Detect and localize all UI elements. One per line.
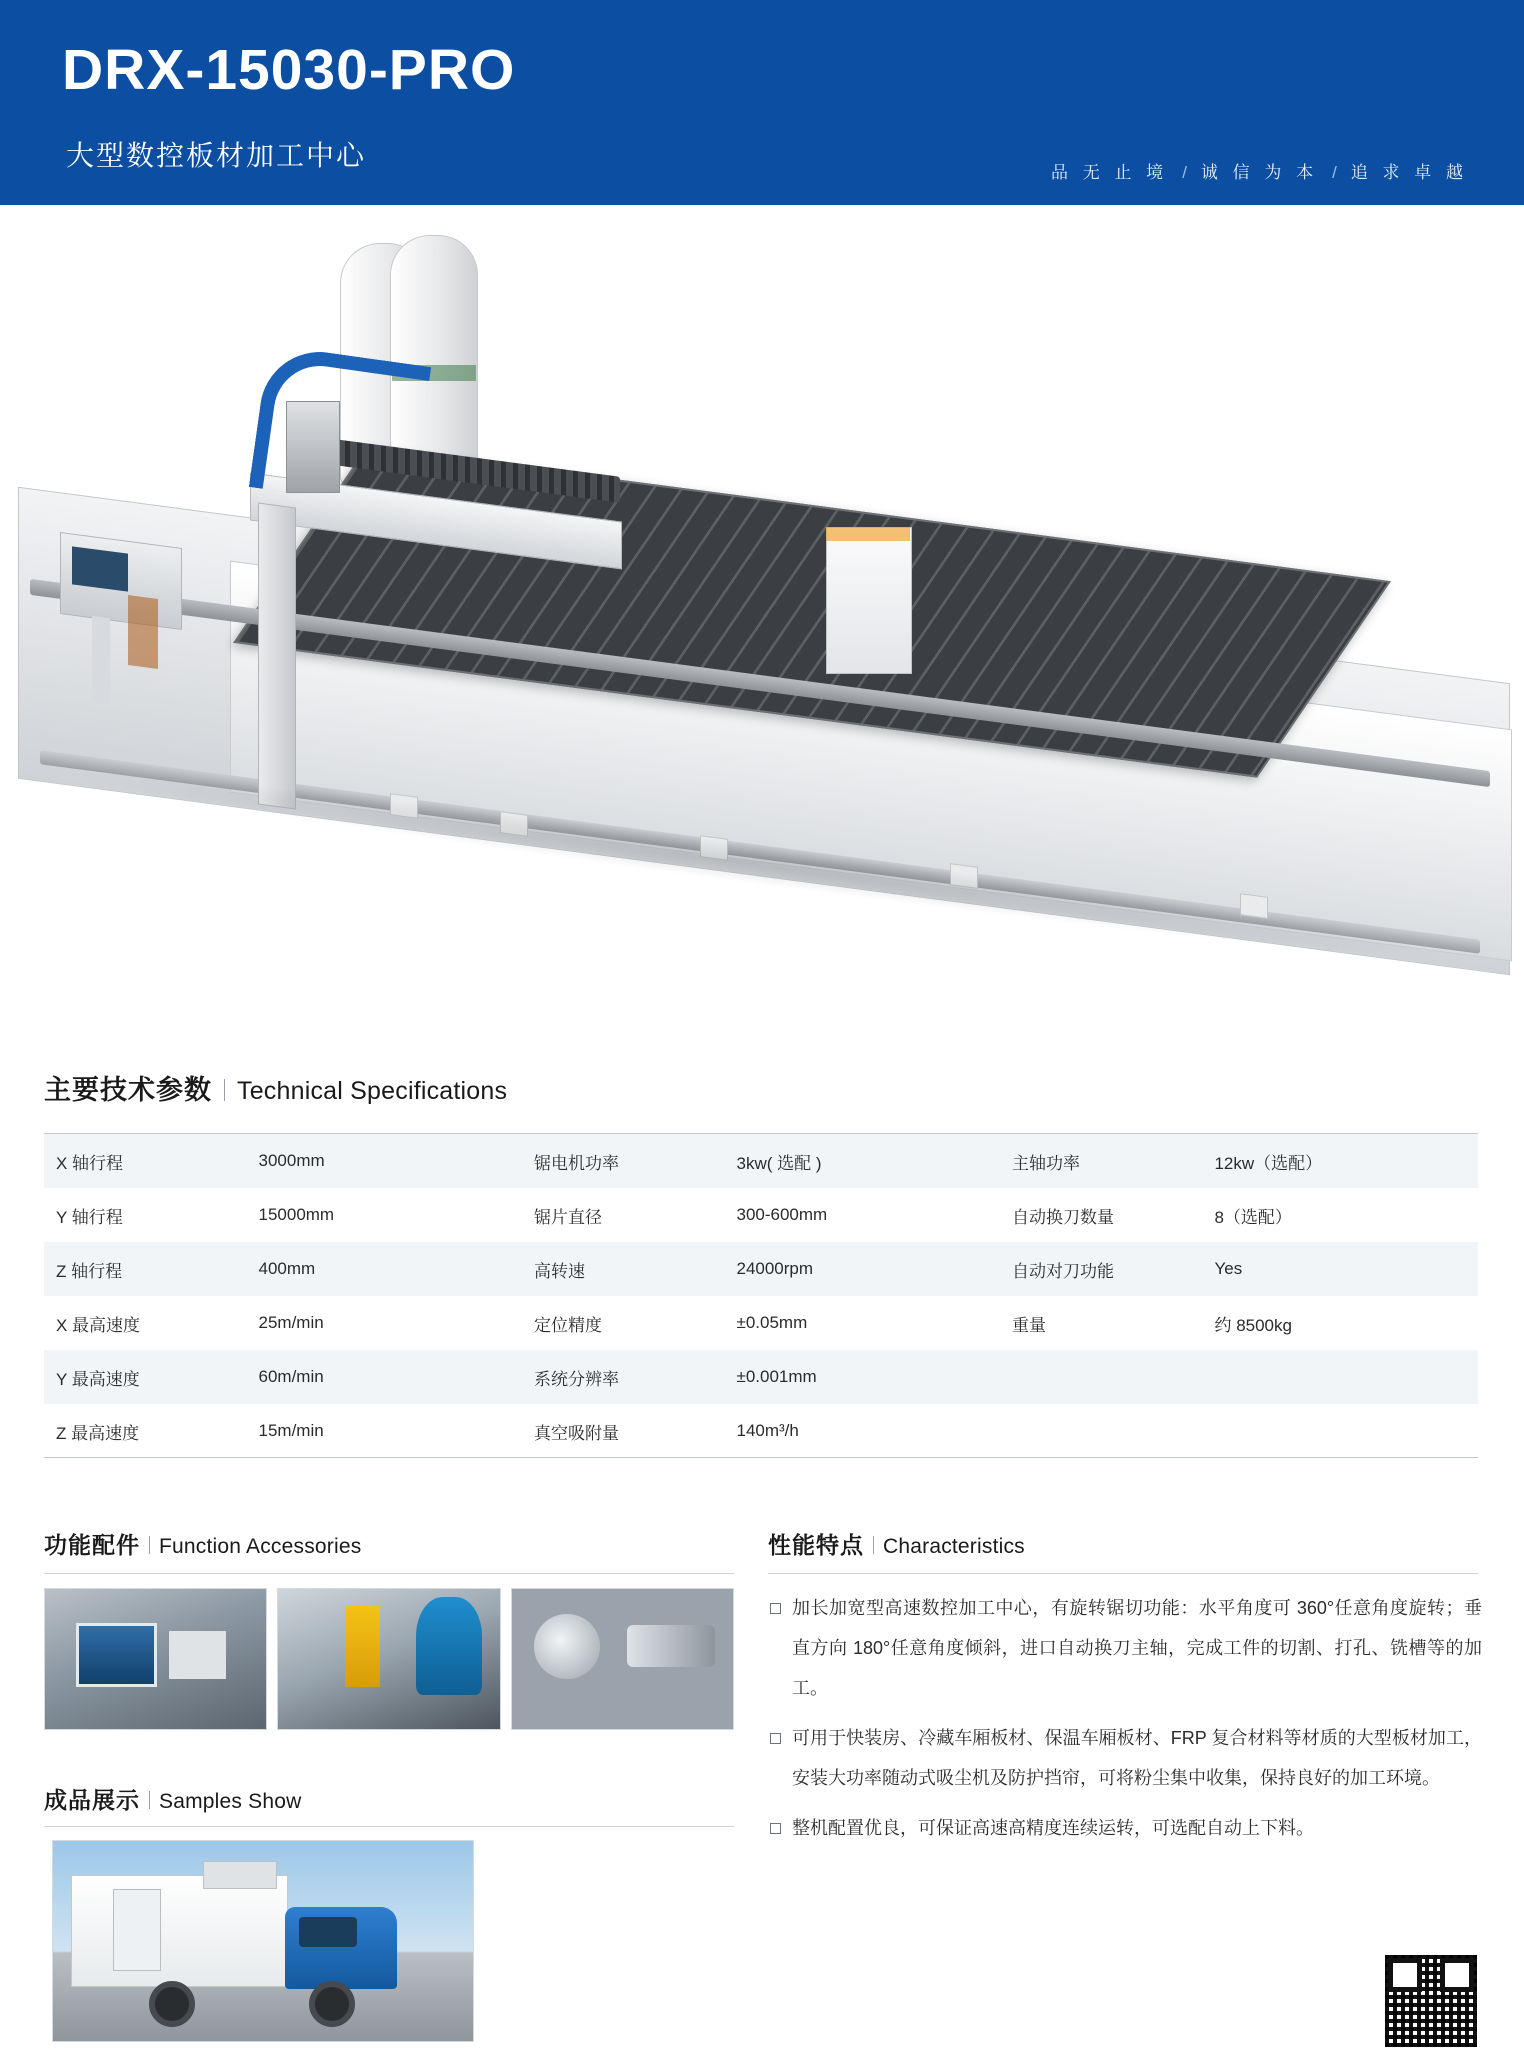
- truck-box-door: [113, 1889, 161, 1971]
- page-header: [0, 0, 1524, 205]
- accessories-heading-en: Function Accessories: [159, 1535, 362, 1558]
- specs-table-bottom-rule: [44, 1457, 1478, 1458]
- characteristics-heading-cn: 性能特点: [768, 1532, 864, 1558]
- samples-heading: [44, 1782, 301, 1815]
- electrical-cabinet: [826, 527, 912, 674]
- list-item-text: 整机配置优良，可保证高速高精度连续运转，可选配自动上下料。: [792, 1818, 1314, 1838]
- truck-window: [299, 1917, 357, 1947]
- truck-cargo-box: [71, 1875, 288, 1987]
- tool-changer-photo: [511, 1588, 734, 1730]
- accessories-heading-cn: 功能配件: [44, 1532, 140, 1558]
- samples-rule: [44, 1826, 734, 1827]
- company-slogan: [1051, 158, 1468, 183]
- spec-key: X 轴行程: [56, 1153, 124, 1173]
- suction-hose: [249, 344, 431, 509]
- list-item: [768, 1588, 1482, 1708]
- spec-value: 400mm: [258, 1259, 316, 1278]
- specs-heading: [44, 1068, 507, 1107]
- characteristics-list: [768, 1588, 1482, 1858]
- list-item: [768, 1718, 1482, 1798]
- spec-value: 300-600mm: [736, 1205, 828, 1224]
- slogan-part-1: 品 无 止 境: [1051, 163, 1169, 182]
- spec-value: 约 8500kg: [1214, 1315, 1292, 1335]
- spec-key: 真空吸附量: [533, 1423, 619, 1443]
- spec-key: Z 轴行程: [56, 1261, 123, 1281]
- spec-key: Y 最高速度: [56, 1369, 140, 1389]
- spec-value: ±0.001mm: [736, 1367, 817, 1386]
- spec-key: 自动对刀功能: [1011, 1261, 1114, 1281]
- truck-wheel: [149, 1981, 195, 2027]
- spindle-head: [286, 401, 340, 493]
- accessories-rule: [44, 1573, 734, 1574]
- spec-key: 重量: [1011, 1315, 1046, 1335]
- slogan-separator-1: /: [1182, 163, 1187, 182]
- console-stand: [92, 616, 110, 704]
- table-row: [44, 1188, 1478, 1242]
- spec-key: 系统分辨率: [533, 1369, 619, 1389]
- spec-value: 25m/min: [258, 1313, 324, 1332]
- table-row: [44, 1242, 1478, 1296]
- spec-key: 自动换刀数量: [1011, 1207, 1114, 1227]
- specs-table: [44, 1134, 1478, 1458]
- gantry-column: [258, 502, 296, 809]
- table-row: [44, 1404, 1478, 1458]
- bullet-square-icon: [770, 1823, 781, 1834]
- list-item: [768, 1808, 1482, 1848]
- spec-key-empty: [1000, 1404, 1203, 1458]
- specs-heading-en: Technical Specifications: [237, 1077, 508, 1105]
- page-title: DRX-15030-PRO: [62, 38, 516, 102]
- qr-code: [1382, 1952, 1480, 2050]
- spec-value: 60m/min: [258, 1367, 324, 1386]
- bullet-square-icon: [770, 1603, 781, 1614]
- spec-value: 3000mm: [258, 1151, 325, 1170]
- spec-key: 锯电机功率: [533, 1153, 619, 1173]
- bullet-square-icon: [770, 1733, 781, 1744]
- truck-cooling-unit: [203, 1861, 277, 1889]
- spec-value: 24000rpm: [736, 1259, 814, 1278]
- specs-heading-cn: 主要技术参数: [44, 1075, 212, 1105]
- characteristics-heading: [768, 1527, 1025, 1560]
- spec-key: 高转速: [533, 1261, 585, 1281]
- table-row: [44, 1296, 1478, 1350]
- heading-divider: [149, 1791, 150, 1809]
- spec-value: 8（选配）: [1214, 1207, 1292, 1227]
- control-panel-photo: [44, 1588, 267, 1730]
- spindle-head-photo: [277, 1588, 500, 1730]
- characteristics-rule: [768, 1573, 1478, 1574]
- page-subtitle: 大型数控板材加工中心: [66, 140, 367, 171]
- spec-value-empty: [1202, 1404, 1478, 1458]
- spec-value: 3kw( 选配 ): [736, 1153, 822, 1173]
- spec-value: 12kw（选配）: [1214, 1153, 1323, 1173]
- console-screen: [72, 546, 128, 591]
- spec-key: 主轴功率: [1011, 1153, 1080, 1173]
- spec-key-empty: [1000, 1350, 1203, 1404]
- heading-divider: [873, 1536, 874, 1554]
- spec-value: Yes: [1214, 1259, 1243, 1278]
- spec-value: 15m/min: [258, 1421, 324, 1440]
- heading-divider: [224, 1079, 225, 1101]
- spec-value-empty: [1202, 1350, 1478, 1404]
- spec-key: Z 最高速度: [56, 1423, 140, 1443]
- heading-divider: [149, 1536, 150, 1554]
- samples-heading-en: Samples Show: [159, 1790, 302, 1813]
- spec-value: 140m³/h: [736, 1421, 799, 1440]
- slogan-separator-2: /: [1332, 163, 1337, 182]
- spec-key: 定位精度: [533, 1315, 602, 1335]
- machine-hero-image: [0, 205, 1524, 1005]
- table-row: [44, 1134, 1478, 1188]
- cabinet-indicator-strip: [826, 527, 910, 541]
- slogan-part-3: 追 求 卓 越: [1350, 163, 1468, 182]
- accessories-photo-row: [44, 1588, 734, 1728]
- samples-heading-cn: 成品展示: [44, 1787, 140, 1813]
- spec-value: 15000mm: [258, 1205, 335, 1224]
- spec-value: ±0.05mm: [736, 1313, 808, 1332]
- list-item-text: 可用于快装房、冷藏车厢板材、保温车厢板材、FRP 复合材料等材质的大型板材加工，安装大功率随动式吸尘机及防护挡帘，可将粉尘集中收集，保持良好的加工环境。: [792, 1728, 1482, 1788]
- spec-key: 锯片直径: [533, 1207, 602, 1227]
- list-item-text: 加长加宽型高速数控加工中心，有旋转锯切功能：水平角度可 360°任意角度旋转；垂直方向 180°任意角度倾斜，进口自动换刀主轴，完成工件的切割、打孔、铣槽等的加工。: [792, 1598, 1482, 1698]
- accessories-heading: [44, 1527, 361, 1560]
- spec-key: Y 轴行程: [56, 1207, 123, 1227]
- protective-curtain: [128, 595, 158, 669]
- spec-key: X 最高速度: [56, 1315, 141, 1335]
- characteristics-heading-en: Characteristics: [883, 1535, 1025, 1558]
- refrigerated-truck-photo: [52, 1840, 474, 2042]
- slogan-part-2: 诚 信 为 本: [1200, 163, 1319, 182]
- table-row: [44, 1350, 1478, 1404]
- truck-wheel: [309, 1981, 355, 2027]
